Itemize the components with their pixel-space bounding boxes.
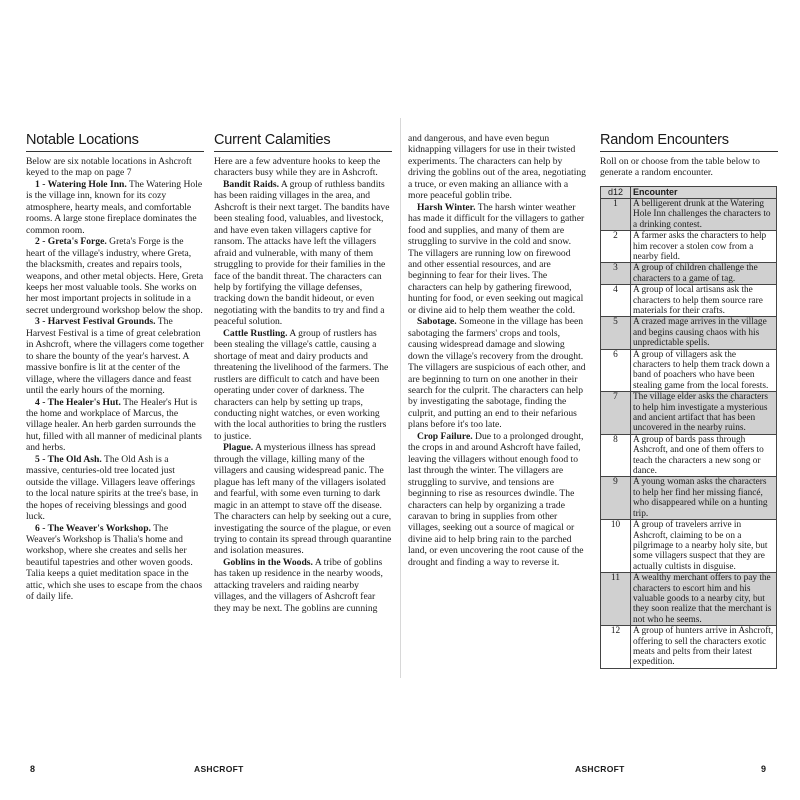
location-text-4: The Healer's Hut is the home and workplace of Marcus, the village healer. An herb garden surrounds the hut, filled with all manner of medicinal plants and herbs.	[26, 396, 202, 454]
encounter-roll: 10	[601, 520, 631, 573]
right-page	[403, 118, 782, 774]
encounter-text: A crazed mage arrives in the village and begins causing chaos with his unpredictable spells.	[631, 317, 777, 349]
notable-locations-column	[26, 132, 204, 603]
encounter-roll: 2	[601, 231, 631, 263]
table-row	[601, 263, 777, 285]
table-row	[601, 434, 777, 477]
location-title-4: 4 - The Healer's Hut.	[35, 396, 121, 408]
location-text-2: Greta's Forge is the heart of the village's industry, where Greta, the blacksmith, creates and repairs tools, weapons, and other metal objects. Here, Greta keeps her most valuable tools. She works on her most important projects in solitude in a secret underground workshop below the shop.	[26, 236, 204, 316]
calamity-entry-7	[408, 431, 586, 568]
current-calamities-heading: Current Calamities	[214, 132, 392, 152]
calamity-text-4: A tribe of goblins has taken up residence in the nearby woods, attacking travelers and raiding nearby villages, and the villagers of Ashcroft fear they may be next. The goblins are cunning	[214, 556, 383, 614]
encounter-table-header	[601, 186, 777, 198]
calamity-entry-6	[408, 316, 586, 431]
encounter-roll: 7	[601, 392, 631, 435]
location-entry-1	[26, 179, 204, 236]
footer-title-right: ASHCROFT	[575, 764, 625, 774]
calamity-title-2: Cattle Rustling.	[223, 327, 288, 339]
location-title-6: 6 - The Weaver's Workshop.	[35, 522, 151, 534]
calamity-text-7: Due to a prolonged drought, the crops in and around Ashcroft have failed, leaving the villagers without enough food to last through the winter. The villagers are struggling to survive, and tensions are beginning to rise as resources dwindle. The characters can help by organizing a trade caravan to bring in supplies from other villages, seeking out a source of magical or divine aid to help bring rain to the parched land, or even uncovering the root cause of the drought and finding a way to reverse it.	[408, 430, 584, 568]
encounter-text: A belligerent drunk at the Watering Hole Inn challenges the characters to a drinking contest.	[631, 198, 777, 230]
left-page	[18, 118, 397, 774]
calamity-title-4: Goblins in the Woods.	[223, 556, 313, 568]
location-entry-3	[26, 316, 204, 396]
calamity-text-3: A mysterious illness has spread through the village, killing many of the villagers and causing widespread panic. The plague has left many of the villagers isolated and fearful, with some even turning to dark magic in an attempt to stave off the disease. The characters can help by seeking out a cure, investigating the source of the plague, or even trying to contain its spread through quarantine and isolation measures.	[214, 442, 392, 557]
goblins-continuation: and dangerous, and have even begun kidnapping villagers for use in their twisted experiments. The characters can help by driving the goblins out of the area, negotiating a truce, or even making an alliance with a more peaceful goblin tribe.	[408, 133, 586, 202]
table-row	[601, 392, 777, 435]
encounter-text: A wealthy merchant offers to pay the characters to escort him and his valuable goods to a nearby city, but they soon realize that the merchant is not who he seems.	[631, 573, 777, 626]
encounter-roll: 9	[601, 477, 631, 520]
calamities-continued-column	[408, 133, 586, 568]
calamity-title-7: Crop Failure.	[417, 430, 473, 442]
encounter-roll: 11	[601, 573, 631, 626]
encounter-table	[600, 186, 777, 669]
table-row	[601, 285, 777, 317]
table-row	[601, 626, 777, 669]
current-calamities-intro: Here are a few adventure hooks to keep the characters busy while they are in Ashcroft.	[214, 156, 381, 179]
location-title-3: 3 - Harvest Festival Grounds.	[35, 316, 156, 328]
calamity-title-6: Sabotage.	[417, 316, 457, 328]
location-text-6: The Weaver's Workshop is Thalia's home and workshop, where she creates and sells her beautiful tapestries and other woven goods. Talia keeps a quiet meditation space in the attic, which she uses to escape from the chaos of daily life.	[26, 522, 203, 603]
encounter-text: The village elder asks the characters to help him investigate a mysterious and ancient artifact that has been uncovered in the nearby ruins.	[631, 392, 777, 435]
page-number-right: 9	[761, 764, 767, 774]
random-encounters-column	[600, 132, 778, 669]
calamity-title-5: Harsh Winter.	[417, 201, 476, 213]
header-d12: d12	[601, 186, 631, 198]
book-gutter	[400, 118, 401, 678]
table-row	[601, 573, 777, 626]
table-row	[601, 477, 777, 520]
encounter-roll: 6	[601, 349, 631, 392]
table-row	[601, 231, 777, 263]
header-encounter: Encounter	[631, 186, 777, 198]
calamity-entry-2	[214, 328, 392, 443]
location-title-5: 5 - The Old Ash.	[35, 453, 102, 465]
calamity-text-2: A group of rustlers has been stealing the village's cattle, causing a shortage of meat and dairy products and threatening the livelihood of the farmers. The rustlers are difficult to catch and have been operating under cover of darkness. The characters can help by setting up traps, conducting night watches, or even working with the local authorities to bring the rustlers to justice.	[214, 327, 389, 442]
encounter-text: A group of hunters arrive in Ashcroft, offering to sell the characters exotic meats and pelts from their latest expedition.	[631, 626, 777, 669]
calamity-title-3: Plague.	[223, 442, 254, 454]
table-row	[601, 198, 777, 230]
location-text-3: The Harvest Festival is a time of great celebration in Ashcroft, where the villagers come together to share the bounty of the year's harvest. A massive bonfire is lit at the center of the village, where the villagers dance and feast until the early hours of the morning.	[26, 316, 204, 397]
footer-title-left: ASHCROFT	[194, 764, 244, 774]
encounter-roll: 8	[601, 434, 631, 477]
table-row	[601, 349, 777, 392]
location-entry-6	[26, 523, 204, 603]
current-calamities-column	[214, 132, 392, 614]
encounter-table-body	[601, 198, 777, 668]
table-row	[601, 520, 777, 573]
encounter-text: A young woman asks the characters to help her find her missing fiancé, who disappeared while on a hunting trip.	[631, 477, 777, 520]
encounter-roll: 5	[601, 317, 631, 349]
location-title-2: 2 - Greta's Forge.	[35, 236, 107, 248]
random-encounters-heading: Random Encounters	[600, 132, 778, 152]
calamity-text-5: The harsh winter weather has made it difficult for the villagers to gather food and supplies, and many of them are struggling to survive in the cold and snow. The villagers are running low on firewood and other essential resources, and are beginning to fear for their lives. The characters can help by gathering firewood, hunting for food, or even seeking out magical or divine aid to help them weather the cold.	[408, 201, 585, 316]
location-entry-4	[26, 397, 204, 454]
location-text-1: The Watering Hole is the village inn, known for its cozy atmosphere, hearty meals, and comfortable rooms. A large stone fireplace dominates the common room.	[26, 178, 203, 236]
encounter-text: A group of children challenge the characters to a game of tag.	[631, 263, 777, 285]
table-row	[601, 317, 777, 349]
encounter-text: A group of bards pass through Ashcroft, and one of them offers to teach the characters a new song or dance.	[631, 434, 777, 477]
encounter-roll: 4	[601, 285, 631, 317]
location-entry-2	[26, 236, 204, 316]
encounter-text: A group of travelers arrive in Ashcroft, claiming to be on a pilgrimage to a nearby holy site, but some villagers suspect that they are actually cultists in disguise.	[631, 520, 777, 573]
calamity-text-6: Someone in the village has been sabotaging the farmers' crops and tools, causing widespread damage and slowing down the village's recovery from the drought. The villagers are suspicious of each other, and are beginning to turn on one another in their search for the culprit. The characters can help by investigating the sabotage, finding the culprit, and putting an end to their nefarious plans before it's too late.	[408, 316, 586, 431]
encounter-text: A farmer asks the characters to help him recover a stolen cow from a nearby field.	[631, 231, 777, 263]
calamity-entry-5	[408, 202, 586, 317]
random-encounters-intro: Roll on or choose from the table below to generate a random encounter.	[600, 156, 760, 179]
location-entry-5	[26, 454, 204, 523]
calamity-entry-4	[214, 557, 392, 614]
page-number-left: 8	[30, 764, 36, 774]
location-title-1: 1 - Watering Hole Inn.	[35, 178, 127, 190]
calamity-entry-1	[214, 179, 392, 328]
location-text-5: The Old Ash is a massive, centuries-old tree located just outside the village. Villagers leave offerings to the local nature spirits at the tree's base, in the hopes of receiving blessings and good luck.	[26, 453, 199, 523]
encounter-text: A group of villagers ask the characters to help them track down a band of poachers who have been stealing game from the local forests.	[631, 349, 777, 392]
encounter-roll: 12	[601, 626, 631, 669]
calamity-text-1: A group of ruthless bandits has been raiding villages in the area, and Ashcroft is their next target. The bandits have been stealing food, valuables, and livestock, and have even taken villagers captive for ransom. The attacks have left the villagers afraid and vulnerable, with many of them struggling to provide for their families in the face of the bandit threat. The characters can help by fortifying the village defenses, tracking down the bandit hideout, or even negotiating with the bandits to try and find a peaceful solution.	[214, 178, 390, 328]
encounter-text: A group of local artisans ask the characters to help them source rare materials for their crafts.	[631, 285, 777, 317]
calamity-entry-3	[214, 442, 392, 557]
notable-locations-heading: Notable Locations	[26, 132, 204, 152]
encounter-roll: 1	[601, 198, 631, 230]
encounter-roll: 3	[601, 263, 631, 285]
notable-locations-intro: Below are six notable locations in Ashcroft keyed to the map on page 7	[26, 156, 192, 179]
calamity-title-1: Bandit Raids.	[223, 178, 279, 190]
